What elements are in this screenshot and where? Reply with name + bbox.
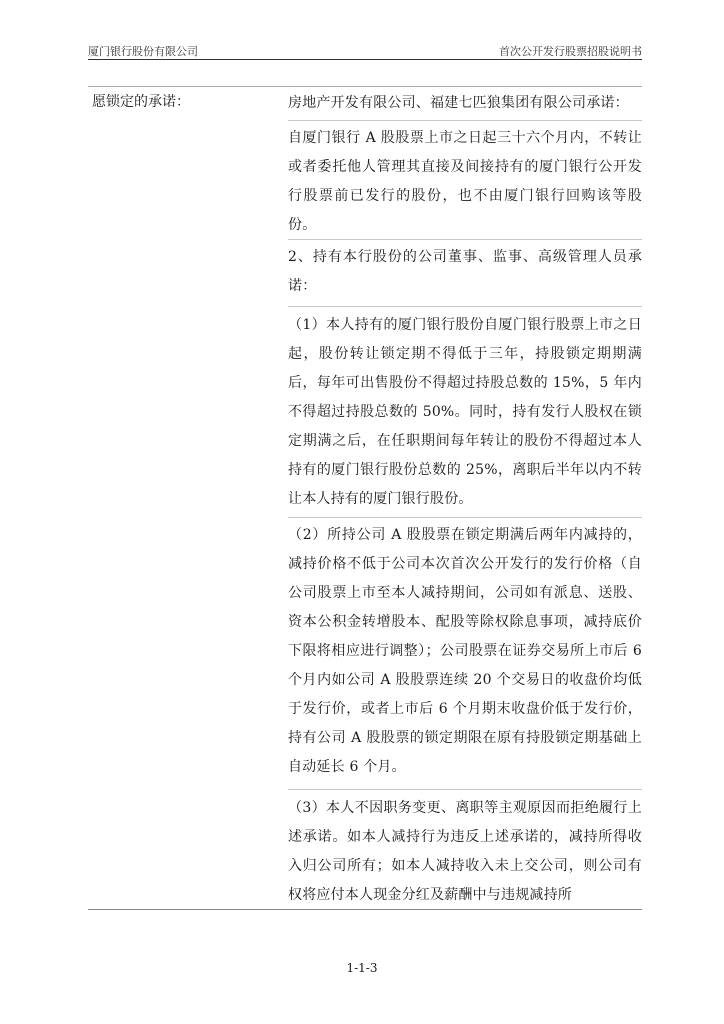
header-company-name: 厦门银行股份有限公司 <box>88 45 198 58</box>
paragraph-separator <box>288 120 642 121</box>
commitment-paragraph-3: 2、持有本行股份的公司董事、监事、高级管理人员承诺： <box>288 249 642 294</box>
header-rule <box>88 59 642 60</box>
paragraph-separator <box>288 306 642 307</box>
commitment-paragraph-4: （1）本人持有的厦门银行股份自厦门银行股票上市之日起，股份转让锁定期不得低于三年，持股锁定期期满后，每年可出售股份不得超过持股总数的 15%，5 年内不得超过持股总数的 50%。同时，持有发行人股权在锁定期满之后，在任职期间每年转让的股份不得超过本人持有的厦门银行股份总数的 25%，离职后半年以内不转让本人持有的厦门银行股份。 <box>288 317 642 507</box>
paragraph-separator <box>288 239 642 240</box>
paragraph-separator <box>288 517 642 518</box>
commitment-paragraph-6: （3）本人不因职务变更、离职等主观原因而拒绝履行上述承诺。如本人减持行为违反上述承诺的，减持所得收入归公司所有；如本人减持收入未上交公司，则公司有权将应付本人现金分红及薪酬中与违规减持所 <box>288 800 642 903</box>
table-top-border <box>88 86 642 87</box>
table-bottom-border <box>88 909 642 910</box>
commitment-paragraph-2: 自厦门银行 A 股股票上市之日起三十六个月内，不转让或者委托他人管理其直接及间接持有的厦门银行公开发行股票前已发行的股份，也不由厦门银行回购该等股份。 <box>288 130 642 233</box>
header-document-title: 首次公开发行股票招股说明书 <box>499 45 642 58</box>
paragraph-separator <box>288 789 642 790</box>
commitment-paragraph-5: （2）所持公司 A 股股票在锁定期满后两年内减持的，减持价格不低于公司本次首次公开发行的发行价格（自公司股票上市至本人减持期间，公司如有派息、送股、资本公积金转增股本、配股等除权除息事项，减持底价下限将相应进行调整）；公司股票在证券交易所上市后 6 个月内如公司 A 股股票连续 20 个交易日的收盘价均低于发行价，或者上市后 6 个月期末收盘价低于发行价，持有公司 A 股股票的锁定期限在原有持股锁定期基础上自动延长 6 个月。 <box>288 527 642 775</box>
page-number: 1-1-3 <box>346 961 378 975</box>
commitment-paragraph-1: 房地产开发有限公司、福建七匹狼集团有限公司承诺： <box>288 95 629 111</box>
commitment-category-label: 愿锁定的承诺： <box>92 94 190 110</box>
